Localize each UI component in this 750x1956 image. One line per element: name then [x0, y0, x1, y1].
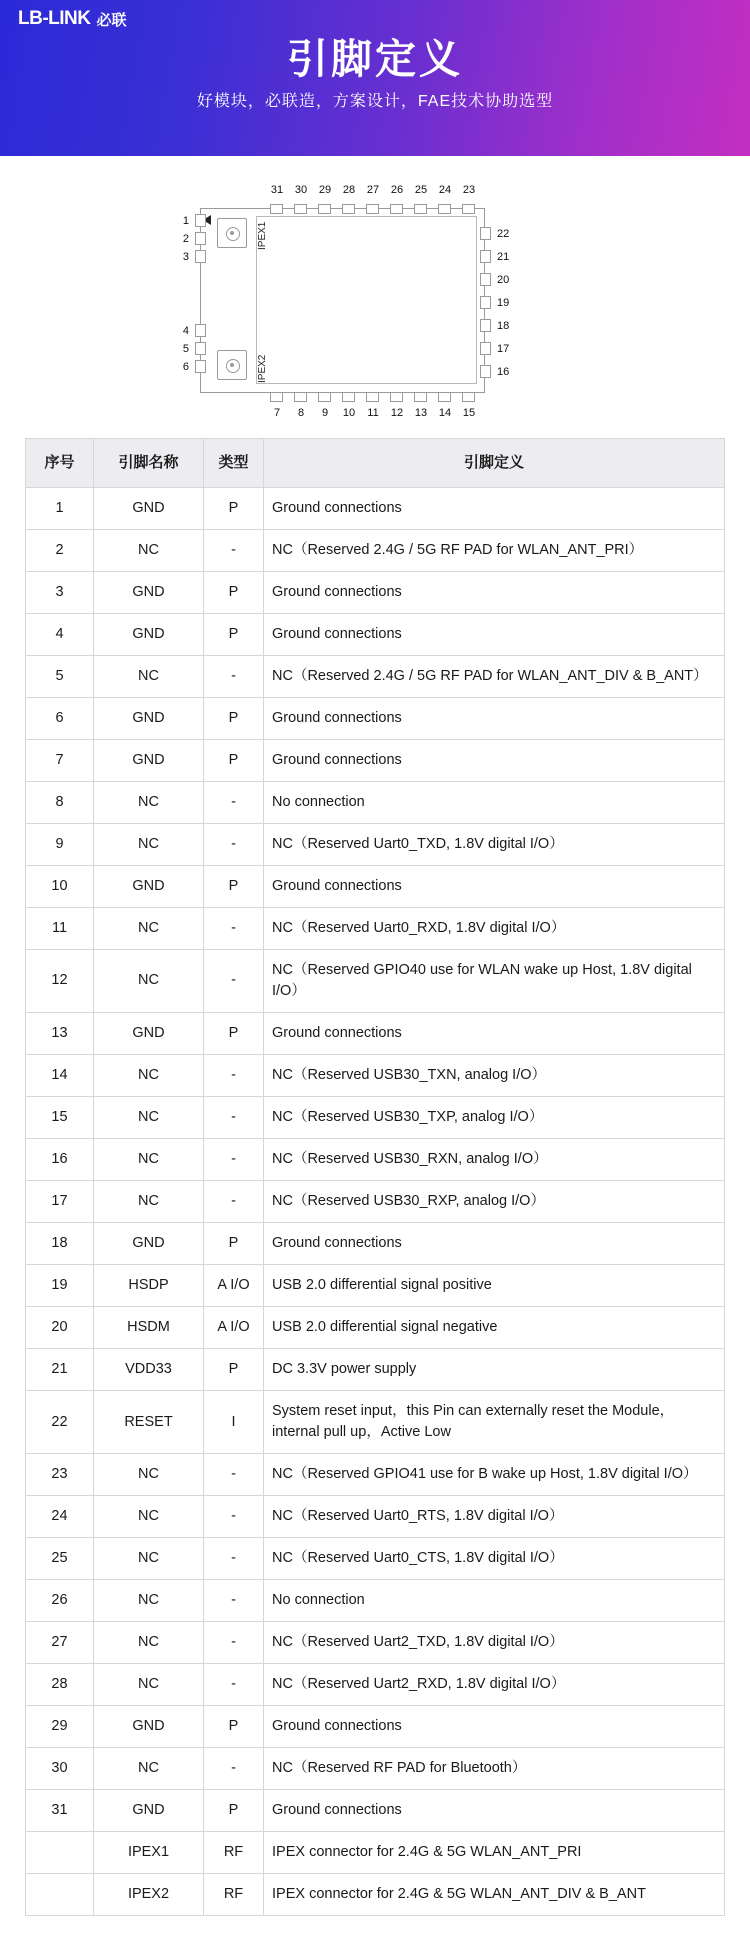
- table-row: [26, 1790, 725, 1832]
- cell-type: RF: [204, 1874, 264, 1916]
- cell-no: 12: [26, 949, 94, 1012]
- pad-top: [294, 204, 307, 214]
- cell-pin-name: NC: [94, 1580, 204, 1622]
- table-row: [26, 1874, 725, 1916]
- cell-definition: NC（Reserved USB30_RXP, analog I/O）: [264, 1181, 725, 1223]
- pin-number-bottom: 12: [390, 407, 404, 419]
- cell-type: -: [204, 1496, 264, 1538]
- pad-left: [195, 214, 206, 227]
- cell-no: 24: [26, 1496, 94, 1538]
- pin-number-left: 5: [182, 343, 189, 355]
- cell-no: 5: [26, 655, 94, 697]
- pin-number-left: 1: [182, 215, 189, 227]
- cell-pin-name: NC: [94, 1538, 204, 1580]
- cell-pin-name: GND: [94, 613, 204, 655]
- pin-number-right: 22: [497, 228, 510, 240]
- cell-definition: DC 3.3V power supply: [264, 1349, 725, 1391]
- pin-number-right: 16: [497, 366, 510, 378]
- pin-number-right: 20: [497, 274, 510, 286]
- pin-number-top: 26: [390, 184, 404, 196]
- cell-pin-name: NC: [94, 1181, 204, 1223]
- cell-pin-name: GND: [94, 1706, 204, 1748]
- table-row: [26, 1096, 725, 1138]
- ipex2-connector-icon: [217, 350, 247, 380]
- cell-no: 28: [26, 1664, 94, 1706]
- cell-pin-name: NC: [94, 1622, 204, 1664]
- cell-definition: System reset input，this Pin can externally reset the Module，internal pull up，Active Low: [264, 1391, 725, 1454]
- table-row: [26, 1307, 725, 1349]
- cell-definition: No connection: [264, 1580, 725, 1622]
- cell-pin-name: NC: [94, 529, 204, 571]
- pad-bottom: [294, 392, 307, 402]
- table-row: [26, 571, 725, 613]
- cell-type: -: [204, 1454, 264, 1496]
- table-row: [26, 1054, 725, 1096]
- cell-type: -: [204, 1538, 264, 1580]
- cell-definition: NC（Reserved Uart2_TXD, 1.8V digital I/O）: [264, 1622, 725, 1664]
- module-inner-area: [256, 216, 477, 384]
- table-row: [26, 1139, 725, 1181]
- cell-definition: NC（Reserved Uart0_RXD, 1.8V digital I/O）: [264, 907, 725, 949]
- ipex1-connector-icon: [217, 218, 247, 248]
- cell-no: 8: [26, 781, 94, 823]
- pad-top: [438, 204, 451, 214]
- cell-no: 27: [26, 1622, 94, 1664]
- cell-type: A I/O: [204, 1265, 264, 1307]
- cell-no: 23: [26, 1454, 94, 1496]
- table-row: [26, 1538, 725, 1580]
- cell-type: -: [204, 655, 264, 697]
- cell-type: -: [204, 907, 264, 949]
- table-row: [26, 865, 725, 907]
- cell-definition: NC（Reserved 2.4G / 5G RF PAD for WLAN_ANT_DIV & B_ANT）: [264, 655, 725, 697]
- pad-right: [480, 250, 491, 263]
- pin-number-top: 24: [438, 184, 452, 196]
- cell-definition: Ground connections: [264, 487, 725, 529]
- cell-no: 15: [26, 1096, 94, 1138]
- cell-pin-name: GND: [94, 865, 204, 907]
- cell-definition: NC（Reserved Uart0_RTS, 1.8V digital I/O）: [264, 1496, 725, 1538]
- pin-number-bottom: 7: [273, 407, 281, 419]
- table-row: [26, 1832, 725, 1874]
- cell-definition: NC（Reserved 2.4G / 5G RF PAD for WLAN_ANT_PRI）: [264, 529, 725, 571]
- cell-no: 1: [26, 487, 94, 529]
- cell-type: -: [204, 1748, 264, 1790]
- cell-definition: No connection: [264, 781, 725, 823]
- cell-pin-name: NC: [94, 907, 204, 949]
- cell-no: 18: [26, 1223, 94, 1265]
- pin-number-right: 21: [497, 251, 510, 263]
- cell-definition: USB 2.0 differential signal negative: [264, 1307, 725, 1349]
- cell-definition: Ground connections: [264, 1012, 725, 1054]
- pad-right: [480, 365, 491, 378]
- module-left-notch: [200, 256, 257, 344]
- cell-no: 4: [26, 613, 94, 655]
- pin-number-bottom: 8: [297, 407, 305, 419]
- cell-no: 29: [26, 1706, 94, 1748]
- cell-type: -: [204, 823, 264, 865]
- pad-right: [480, 296, 491, 309]
- cell-no: [26, 1832, 94, 1874]
- pad-bottom: [342, 392, 355, 402]
- cell-no: 6: [26, 697, 94, 739]
- cell-no: 2: [26, 529, 94, 571]
- cell-pin-name: NC: [94, 1664, 204, 1706]
- pad-left: [195, 232, 206, 245]
- cell-type: P: [204, 697, 264, 739]
- cell-pin-name: GND: [94, 1012, 204, 1054]
- cell-type: P: [204, 487, 264, 529]
- cell-pin-name: GND: [94, 739, 204, 781]
- table-row: [26, 655, 725, 697]
- table-row: [26, 823, 725, 865]
- table-row: [26, 781, 725, 823]
- header-no: 序号: [26, 439, 94, 488]
- table-row: [26, 1265, 725, 1307]
- cell-definition: Ground connections: [264, 1706, 725, 1748]
- table-row: [26, 1349, 725, 1391]
- pad-right: [480, 342, 491, 355]
- pad-bottom: [414, 392, 427, 402]
- cell-no: 19: [26, 1265, 94, 1307]
- cell-no: 9: [26, 823, 94, 865]
- cell-pin-name: IPEX1: [94, 1832, 204, 1874]
- cell-type: -: [204, 781, 264, 823]
- table-row: [26, 1580, 725, 1622]
- pin-number-bottom: 9: [321, 407, 329, 419]
- cell-type: RF: [204, 1832, 264, 1874]
- pad-bottom: [318, 392, 331, 402]
- cell-pin-name: NC: [94, 823, 204, 865]
- table-row: [26, 697, 725, 739]
- cell-pin-name: GND: [94, 697, 204, 739]
- pad-left: [195, 342, 206, 355]
- cell-definition: NC（Reserved Uart0_TXD, 1.8V digital I/O）: [264, 823, 725, 865]
- pin-number-right: 19: [497, 297, 510, 309]
- pin-number-top: 28: [342, 184, 356, 196]
- pin-number-left: 6: [182, 361, 189, 373]
- pad-top: [318, 204, 331, 214]
- table-row: [26, 949, 725, 1012]
- pad-top: [342, 204, 355, 214]
- page-title: 引脚定义: [287, 36, 463, 82]
- pad-bottom: [366, 392, 379, 402]
- ipex2-label: IPEX2: [257, 354, 268, 383]
- cell-no: 16: [26, 1139, 94, 1181]
- cell-type: I: [204, 1391, 264, 1454]
- cell-definition: Ground connections: [264, 571, 725, 613]
- cell-definition: IPEX connector for 2.4G & 5G WLAN_ANT_PRI: [264, 1832, 725, 1874]
- module-diagram-section: [0, 156, 750, 438]
- cell-no: 26: [26, 1580, 94, 1622]
- cell-pin-name: HSDP: [94, 1265, 204, 1307]
- table-row: [26, 739, 725, 781]
- pin-number-top: 30: [294, 184, 308, 196]
- table-row: [26, 1223, 725, 1265]
- pad-top: [270, 204, 283, 214]
- cell-definition: IPEX connector for 2.4G & 5G WLAN_ANT_DIV & B_ANT: [264, 1874, 725, 1916]
- cell-no: 10: [26, 865, 94, 907]
- cell-definition: NC（Reserved GPIO41 use for B wake up Host, 1.8V digital I/O）: [264, 1454, 725, 1496]
- pad-bottom: [438, 392, 451, 402]
- table-row: [26, 1181, 725, 1223]
- pin-number-left: 3: [182, 251, 189, 263]
- pad-right: [480, 273, 491, 286]
- cell-no: 31: [26, 1790, 94, 1832]
- cell-pin-name: RESET: [94, 1391, 204, 1454]
- cell-type: P: [204, 1349, 264, 1391]
- cell-pin-name: NC: [94, 655, 204, 697]
- pin-number-right: 18: [497, 320, 510, 332]
- cell-type: P: [204, 1012, 264, 1054]
- header-pin-name: 引脚名称: [94, 439, 204, 488]
- cell-no: 3: [26, 571, 94, 613]
- cell-definition: NC（Reserved Uart0_CTS, 1.8V digital I/O）: [264, 1538, 725, 1580]
- cell-pin-name: GND: [94, 1790, 204, 1832]
- cell-definition: USB 2.0 differential signal positive: [264, 1265, 725, 1307]
- cell-type: -: [204, 949, 264, 1012]
- table-row: [26, 613, 725, 655]
- cell-pin-name: GND: [94, 571, 204, 613]
- cell-pin-name: NC: [94, 1496, 204, 1538]
- cell-type: A I/O: [204, 1307, 264, 1349]
- cell-pin-name: NC: [94, 1139, 204, 1181]
- cell-pin-name: NC: [94, 1096, 204, 1138]
- pad-top: [390, 204, 403, 214]
- pad-right: [480, 227, 491, 240]
- cell-type: -: [204, 1096, 264, 1138]
- cell-pin-name: VDD33: [94, 1349, 204, 1391]
- cell-definition: Ground connections: [264, 1790, 725, 1832]
- pin-number-right: 17: [497, 343, 510, 355]
- cell-definition: NC（Reserved USB30_RXN, analog I/O）: [264, 1139, 725, 1181]
- cell-type: -: [204, 1664, 264, 1706]
- cell-type: P: [204, 739, 264, 781]
- cell-pin-name: NC: [94, 1748, 204, 1790]
- cell-type: P: [204, 865, 264, 907]
- pin-number-top: 25: [414, 184, 428, 196]
- pin-number-bottom: 15: [462, 407, 476, 419]
- brand-name-cn: 必联: [96, 11, 127, 29]
- page-subtitle: 好模块，必联造，方案设计，FAE技术协助选型: [196, 93, 554, 110]
- pad-top: [366, 204, 379, 214]
- cell-type: P: [204, 1790, 264, 1832]
- cell-type: P: [204, 613, 264, 655]
- pin-definition-table: [25, 438, 725, 1916]
- module-pinout-diagram: [165, 178, 585, 428]
- cell-definition: Ground connections: [264, 1223, 725, 1265]
- cell-no: 20: [26, 1307, 94, 1349]
- cell-definition: Ground connections: [264, 613, 725, 655]
- cell-pin-name: NC: [94, 1454, 204, 1496]
- pin-number-bottom: 13: [414, 407, 428, 419]
- pin-number-top: 27: [366, 184, 380, 196]
- cell-type: -: [204, 529, 264, 571]
- pin-number-left: 2: [182, 233, 189, 245]
- pad-top: [462, 204, 475, 214]
- cell-pin-name: NC: [94, 949, 204, 1012]
- cell-type: P: [204, 571, 264, 613]
- table-row: [26, 1748, 725, 1790]
- pad-top: [414, 204, 427, 214]
- cell-no: 7: [26, 739, 94, 781]
- cell-definition: NC（Reserved GPIO40 use for WLAN wake up Host, 1.8V digital I/O）: [264, 949, 725, 1012]
- ipex1-label: IPEX1: [257, 221, 268, 250]
- cell-definition: Ground connections: [264, 739, 725, 781]
- pad-right: [480, 319, 491, 332]
- cell-pin-name: IPEX2: [94, 1874, 204, 1916]
- pad-bottom: [270, 392, 283, 402]
- table-row: [26, 1454, 725, 1496]
- table-header-row: [26, 439, 725, 488]
- header-type: 类型: [204, 439, 264, 488]
- pin-table-section: [0, 438, 750, 1956]
- cell-type: P: [204, 1223, 264, 1265]
- cell-definition: Ground connections: [264, 865, 725, 907]
- cell-no: 11: [26, 907, 94, 949]
- cell-pin-name: HSDM: [94, 1307, 204, 1349]
- cell-pin-name: GND: [94, 487, 204, 529]
- cell-pin-name: NC: [94, 1054, 204, 1096]
- pad-bottom: [462, 392, 475, 402]
- pin-number-top: 29: [318, 184, 332, 196]
- pad-left: [195, 360, 206, 373]
- header-definition: 引脚定义: [264, 439, 725, 488]
- pad-bottom: [390, 392, 403, 402]
- cell-type: -: [204, 1139, 264, 1181]
- cell-definition: NC（Reserved USB30_TXN, analog I/O）: [264, 1054, 725, 1096]
- pad-left: [195, 250, 206, 263]
- table-row: [26, 487, 725, 529]
- cell-no: 30: [26, 1748, 94, 1790]
- table-row: [26, 1496, 725, 1538]
- pad-left: [195, 324, 206, 337]
- cell-no: 22: [26, 1391, 94, 1454]
- cell-no: 14: [26, 1054, 94, 1096]
- pin-number-bottom: 14: [438, 407, 452, 419]
- pin-number-top: 23: [462, 184, 476, 196]
- cell-pin-name: NC: [94, 781, 204, 823]
- cell-pin-name: GND: [94, 1223, 204, 1265]
- pin-number-top: 31: [270, 184, 284, 196]
- table-row: [26, 1664, 725, 1706]
- cell-definition: NC（Reserved Uart2_RXD, 1.8V digital I/O）: [264, 1664, 725, 1706]
- cell-no: 21: [26, 1349, 94, 1391]
- cell-definition: Ground connections: [264, 697, 725, 739]
- cell-no: 13: [26, 1012, 94, 1054]
- table-row: [26, 1622, 725, 1664]
- table-head: [26, 439, 725, 488]
- brand-logo-text: LB-LINK: [18, 8, 91, 29]
- cell-no: 25: [26, 1538, 94, 1580]
- table-row: [26, 907, 725, 949]
- cell-no: 17: [26, 1181, 94, 1223]
- cell-type: -: [204, 1054, 264, 1096]
- table-row: [26, 529, 725, 571]
- cell-definition: NC（Reserved USB30_TXP, analog I/O）: [264, 1096, 725, 1138]
- cell-no: [26, 1874, 94, 1916]
- table-row: [26, 1391, 725, 1454]
- table-body: [26, 487, 725, 1916]
- pin-number-bottom: 11: [367, 407, 379, 419]
- cell-type: -: [204, 1181, 264, 1223]
- pin-number-bottom: 10: [342, 407, 356, 419]
- table-row: [26, 1012, 725, 1054]
- cell-definition: NC（Reserved RF PAD for Bluetooth）: [264, 1748, 725, 1790]
- cell-type: P: [204, 1706, 264, 1748]
- cell-type: -: [204, 1622, 264, 1664]
- pin-number-left: 4: [182, 325, 189, 337]
- table-row: [26, 1706, 725, 1748]
- cell-type: -: [204, 1580, 264, 1622]
- page-header: [0, 0, 750, 156]
